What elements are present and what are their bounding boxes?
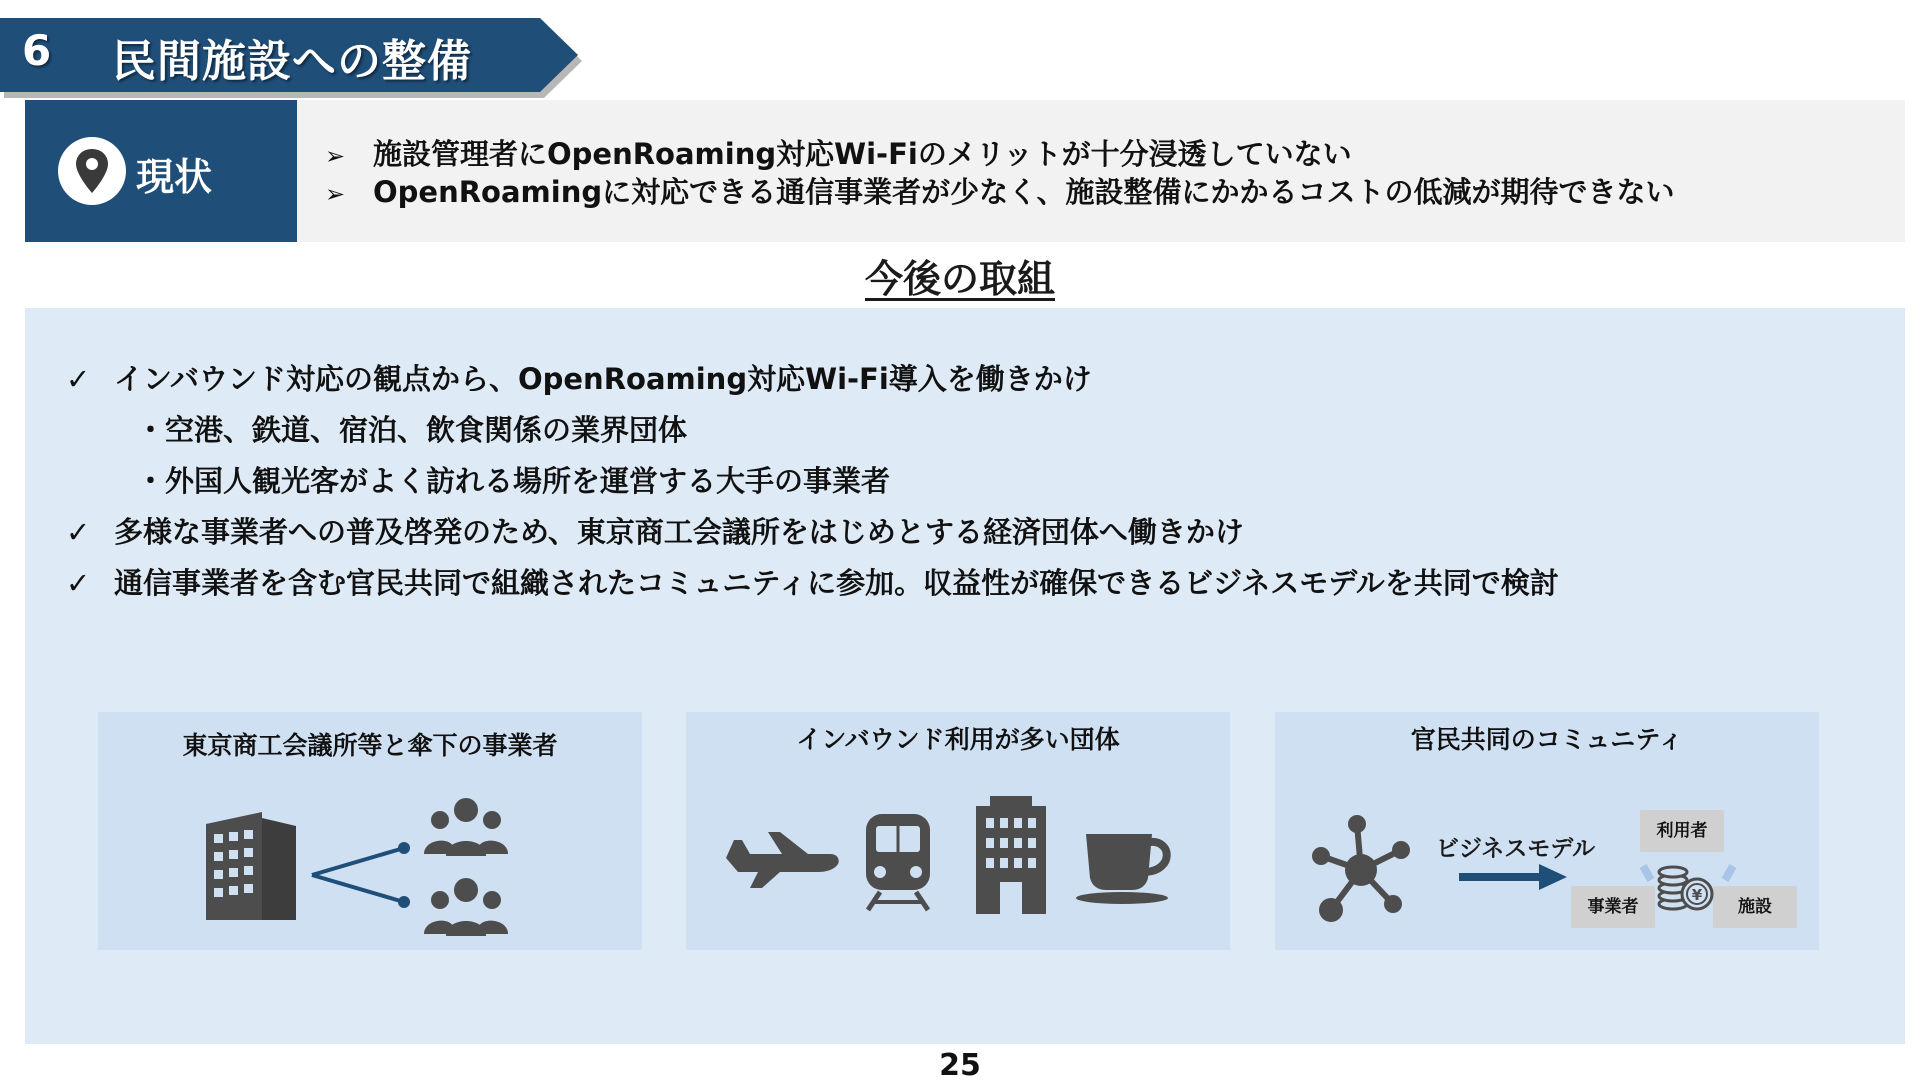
- train-icon: [862, 812, 934, 912]
- hotel-icon: [974, 796, 1048, 914]
- bullet-arrow-icon: ➢: [325, 142, 346, 170]
- card-public-private-community: [1275, 712, 1819, 950]
- section-number: 6: [22, 26, 52, 75]
- card-title: 官民共同のコミュニティ: [1410, 725, 1684, 754]
- initiative-subitem: ・空港、鉄道、宿泊、飲食関係の業界団体: [136, 413, 688, 447]
- coffee-cup-icon: [1076, 832, 1178, 904]
- status-point: ➢ 施設管理者にOpenRoaming対応Wi-Fiのメリットが十分浸透していない: [325, 137, 1352, 171]
- tag-facility: 施設: [1713, 886, 1797, 928]
- initiative-item: ✓ 多様な事業者への普及啓発のため、東京商工会議所をはじめとする経済団体へ働きかけ: [66, 515, 1244, 549]
- svg-text:¥: ¥: [1691, 886, 1703, 904]
- arrow-icon: [1459, 862, 1569, 892]
- check-icon: ✓: [66, 362, 91, 396]
- check-icon: ✓: [66, 566, 91, 600]
- status-point: ➢ OpenRoamingに対応できる通信事業者が少なく、施設整備にかかるコストの低減が期待できない: [325, 175, 1675, 209]
- page-number: 25: [939, 1048, 981, 1083]
- network-icon: [1309, 814, 1419, 924]
- building-icon: [202, 808, 298, 920]
- connector-lines-icon: [308, 840, 412, 910]
- card-title: インバウンド利用が多い団体: [796, 725, 1120, 754]
- card-inbound-groups: [686, 712, 1230, 950]
- page-title: 民間施設への整備: [112, 36, 472, 87]
- check-icon: ✓: [66, 515, 91, 549]
- group-icon: [424, 876, 508, 938]
- group-icon: [424, 796, 508, 858]
- coins-yen-icon: [1633, 852, 1743, 918]
- initiative-subitem: ・外国人観光客がよく訪れる場所を運営する大手の事業者: [136, 464, 891, 498]
- tag-users: 利用者: [1640, 810, 1724, 852]
- initiative-item: ✓ インバウンド対応の観点から、OpenRoaming対応Wi-Fi導入を働きかけ: [66, 362, 1092, 396]
- airplane-icon: [722, 830, 840, 890]
- tag-business: 事業者: [1571, 886, 1655, 928]
- location-pin-icon: [58, 137, 126, 205]
- card-chamber-of-commerce: [98, 712, 642, 950]
- bullet-arrow-icon: ➢: [325, 180, 346, 208]
- status-label: 現状: [136, 155, 213, 199]
- initiative-item: ✓ 通信事業者を含む官民共同で組織されたコミュニティに参加。収益性が確保できるビジネスモデルを共同で検討: [66, 566, 1559, 600]
- business-model-label: ビジネスモデル: [1436, 836, 1596, 862]
- future-heading: 今後の取組: [864, 257, 1055, 301]
- card-title: 東京商工会議所等と傘下の事業者: [182, 731, 558, 760]
